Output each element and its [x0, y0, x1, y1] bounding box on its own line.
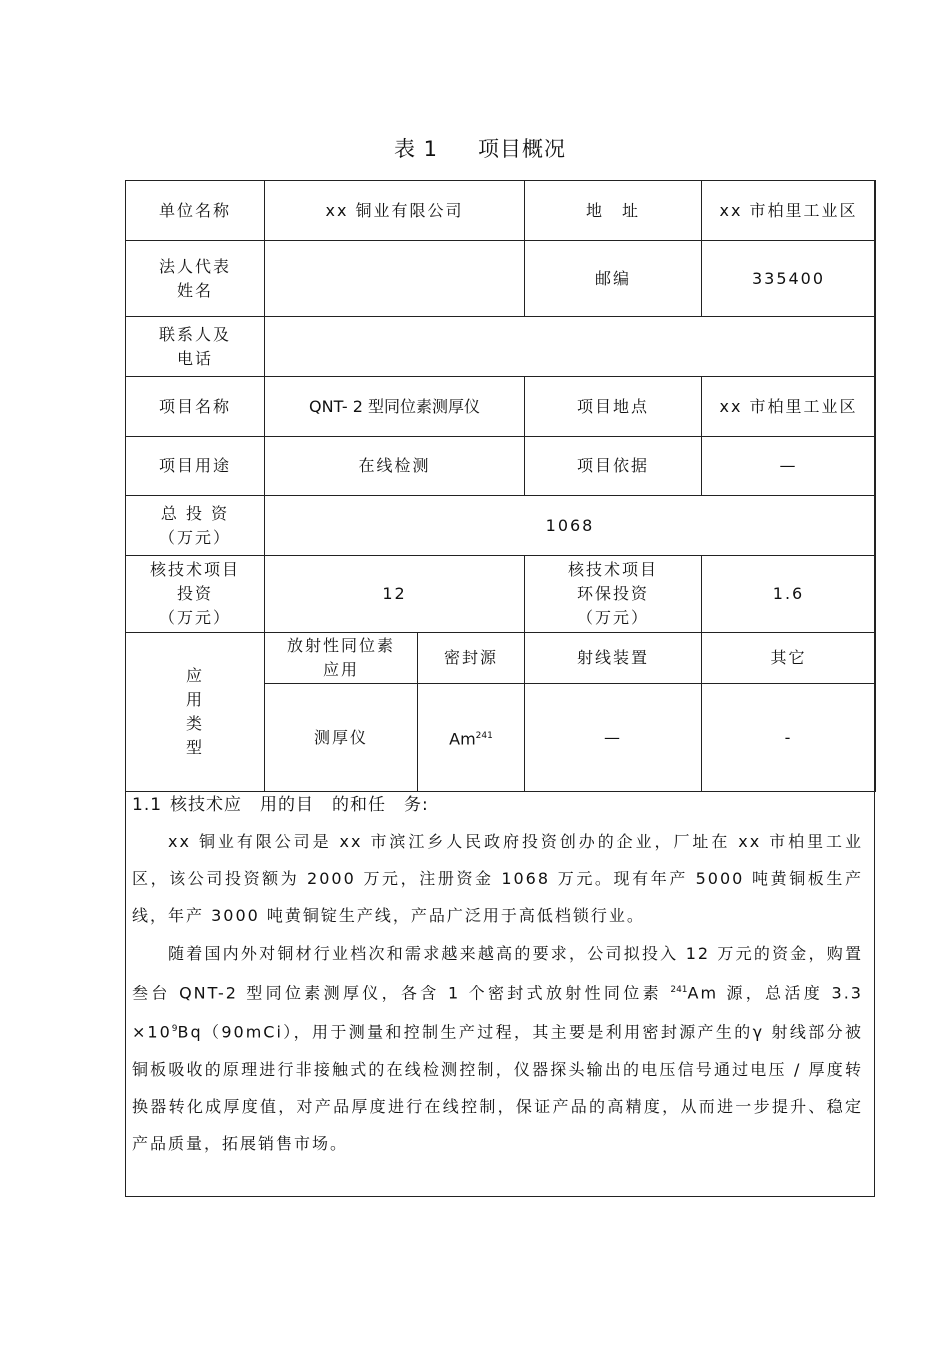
legal-rep-value [265, 241, 525, 317]
project-site-value: xx 市柏里工业区 [702, 377, 876, 437]
unit-name-value: xx 铜业有限公司 [265, 181, 525, 241]
contact-value [265, 317, 876, 377]
paragraph-text-b: Am 源，总活度 3.3 ×10 [132, 983, 863, 1042]
unit-name-label: 单位名称 [126, 181, 265, 241]
paragraph-text-a: 随着国内外对铜材行业档次和需求越来越高的要求，公司拟投入 12 万元的资金，购置叁台 QNT-2 型同位素测厚仪，各含 1 个密封式放射性同位素 [132, 943, 863, 1003]
ray-device-value: — [525, 684, 702, 792]
purpose-section [125, 791, 875, 1162]
table-row [126, 377, 876, 437]
address-value: xx 市柏里工业区 [702, 181, 876, 241]
address-label: 地 址 [525, 181, 702, 241]
nuclear-invest-label: 核技术项目 投资 （万元） [126, 556, 265, 633]
paragraph-text-c: Bq（90mCi），用于测量和控制生产过程，其主要是利用密封源产生的γ 射线部分被铜板吸收的原理进行非接触式的在线检测控制，仪器探头输出的电压信号通过电压 / 厚度转换器转化成厚度值，对产品厚度进行在线控制，保证产品的高精度，从而进一步提升、稳定产品质量，拓展销售市场。 [132, 1022, 863, 1154]
project-basis-value: — [702, 437, 876, 496]
nuclear-env-invest-label: 核技术项目 环保投资 （万元） [525, 556, 702, 633]
total-invest-label: 总 投 资 （万元） [126, 496, 265, 556]
paragraph-purpose [132, 935, 863, 1163]
paragraph-company: xx 铜业有限公司是 xx 市滨江乡人民政府投资创办的企业，厂址在 xx 市柏里工业区，该公司投资额为 2000 万元，注册资金 1068 万元。现有年产 5000 吨黄铜板生产线，年产 3000 吨黄铜锭生产线，产品广泛用于高低档锁行业。 [132, 832, 863, 926]
total-invest-value: 1068 [265, 496, 876, 556]
table-row [126, 437, 876, 496]
page-title [0, 133, 950, 163]
project-name-label: 项目名称 [126, 377, 265, 437]
contact-label: 联系人及 电话 [126, 317, 265, 377]
table-row [126, 181, 876, 241]
sealed-source-symbol: Am [449, 729, 476, 749]
project-basis-label: 项目依据 [525, 437, 702, 496]
nuclear-invest-value: 12 [265, 556, 525, 633]
app-type-label: 应 用 类 型 [126, 633, 265, 792]
postcode-label: 邮编 [525, 241, 702, 317]
project-use-value: 在线检测 [265, 437, 525, 496]
postcode-value: 335400 [702, 241, 876, 317]
table-row [126, 496, 876, 556]
project-site-label: 项目地点 [525, 377, 702, 437]
project-name-value: QNT- 2 型同位素测厚仪 [265, 377, 525, 437]
table-row [126, 317, 876, 377]
nuclear-env-invest-value: 1.6 [702, 556, 876, 633]
legal-rep-label: 法人代表 姓名 [126, 241, 265, 317]
radio-isotope-value: 测厚仪 [265, 684, 418, 792]
sealed-source-mass-number: 241 [475, 730, 493, 741]
section-heading [132, 791, 863, 819]
radio-isotope-label: 放射性同位素 应用 [265, 633, 418, 684]
activity-exponent: 9 [171, 1024, 178, 1035]
section-title: 核技术应 用的目 的和任 务: [170, 795, 429, 815]
project-overview-table [125, 180, 876, 792]
table-row [126, 556, 876, 633]
project-use-label: 项目用途 [126, 437, 265, 496]
isotope-mass-number: 241 [670, 984, 688, 995]
sealed-source-value [418, 684, 525, 792]
table-row [126, 241, 876, 317]
other-value: - [702, 684, 876, 792]
section-number: 1.1 [132, 795, 163, 815]
other-label: 其它 [702, 633, 876, 684]
table-row [126, 633, 876, 684]
sealed-source-label: 密封源 [418, 633, 525, 684]
table-number: 表 1 [393, 137, 439, 161]
table-title: 项目概况 [478, 137, 567, 161]
ray-device-label: 射线装置 [525, 633, 702, 684]
